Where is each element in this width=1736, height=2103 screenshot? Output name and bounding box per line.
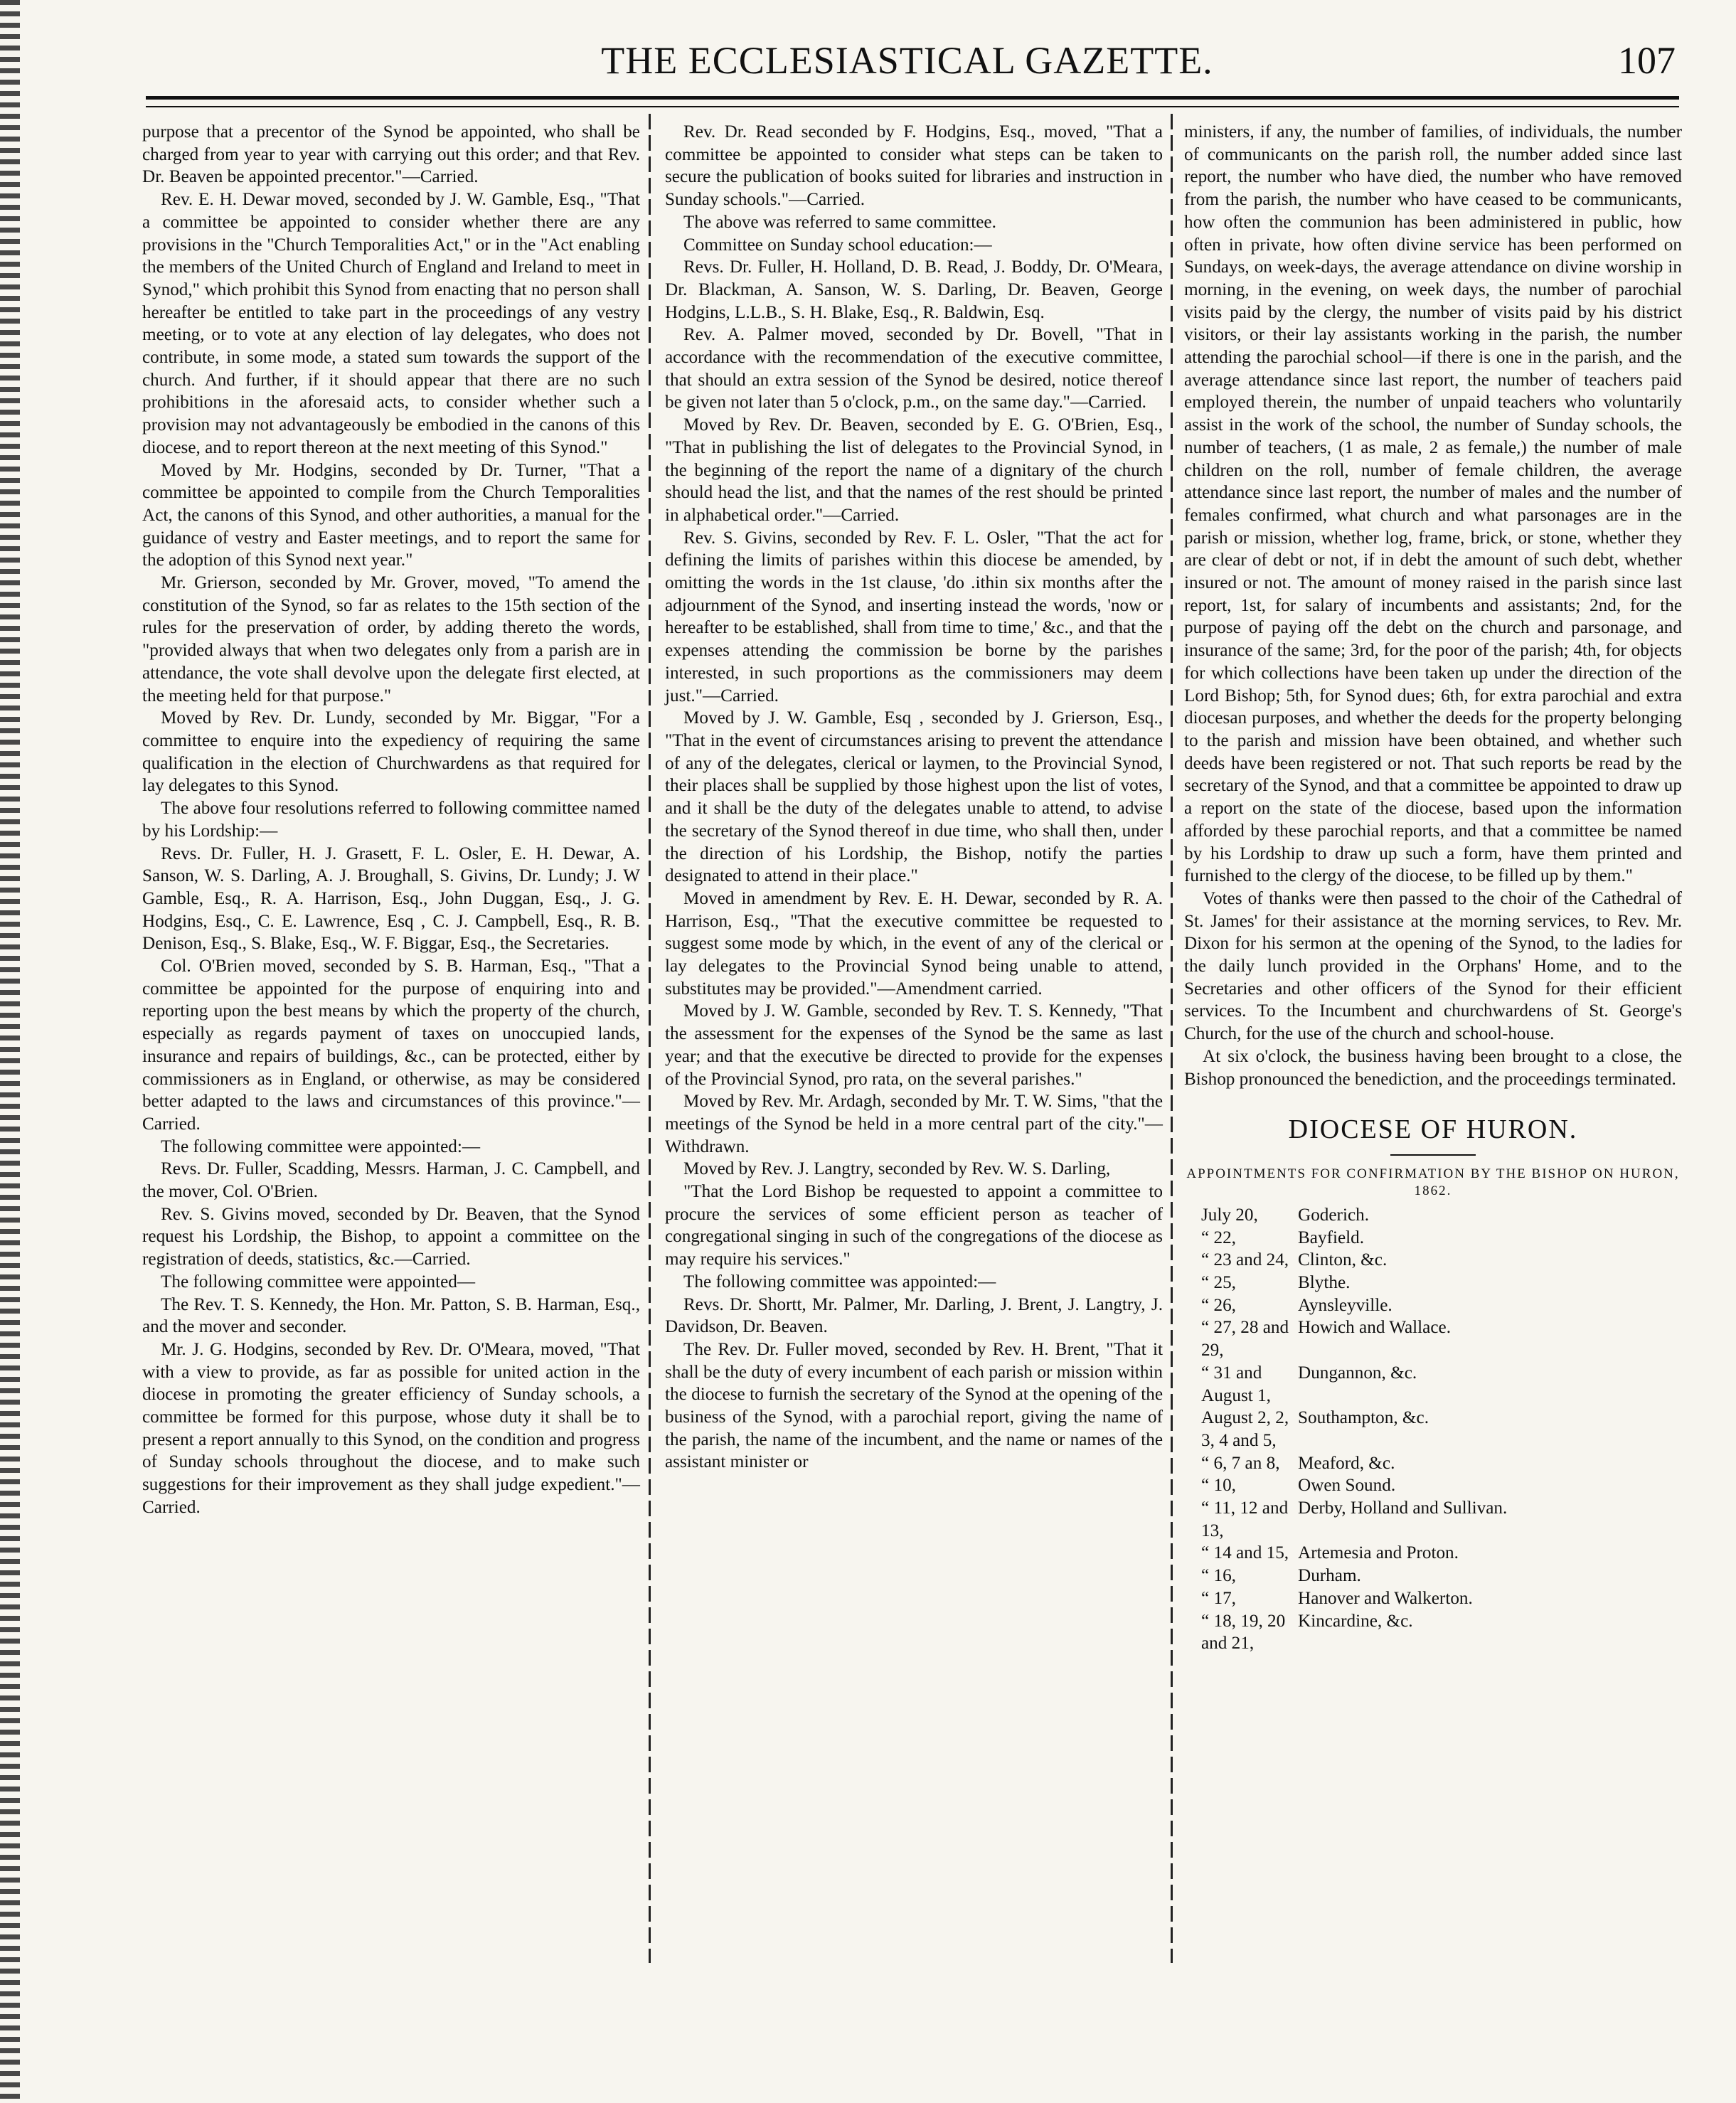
list-item [1184, 1610, 1682, 1655]
column-left [142, 121, 640, 1519]
appointment-place: Goderich. [1298, 1205, 1370, 1225]
appointment-date: “ 27, 28 and 29, [1201, 1318, 1289, 1361]
list-item [1184, 1542, 1682, 1565]
appointment-place: Bayfield. [1298, 1228, 1365, 1247]
paragraph: Moved by Rev. J. Langtry, seconded by Rev. W. S. Darling, [683, 1159, 1111, 1179]
appointment-place: Artemesia and Proton. [1298, 1543, 1459, 1563]
list-item [1184, 1249, 1682, 1272]
list-item [1184, 1565, 1682, 1587]
appointment-date: August 2, 2, 3, 4 and 5, [1201, 1408, 1289, 1450]
paragraph: The following committee were appointed— [161, 1272, 476, 1292]
appointment-date: “ 26, [1201, 1295, 1236, 1315]
appointment-place: Clinton, &c. [1298, 1250, 1388, 1270]
paragraph: Moved by Rev. Dr. Beaven, seconded by E. G. O'Brien, Esq., "That in publishing the list of delegates to the Provincial Synod, in the beginning of the report the name of a dignitary of the church should head the list, and that the names of the rest should be printed in alphabetical order."—Carried. [665, 415, 1163, 525]
column-middle [665, 121, 1163, 1474]
appointment-date: “ 11, 12 and 13, [1201, 1498, 1289, 1540]
paragraph: Mr. J. G. Hodgins, seconded by Rev. Dr. O'Meara, moved, "That with a view to provide, as far as possible for united action in the diocese in promoting the greater efficiency of Sunday schools, a committee be formed for this purpose, whose duty it shall be to present a report annually to this Synod, on the condition and progress of Sunday schools throughout the diocese, and to make such suggestions for their improvement as they shall judge expedient."—Carried. [142, 1339, 640, 1517]
appointment-date: “ 6, 7 an 8, [1201, 1453, 1280, 1473]
list-item [1184, 1272, 1682, 1294]
paragraph: Rev. Dr. Read seconded by F. Hodgins, Esq., moved, "That a committee be appointed to consider what steps can be taken to secure the publication of books suited for libraries and instruction in Sunday schools."—Carried. [665, 122, 1163, 210]
paragraph: Revs. Dr. Fuller, Scadding, Messrs. Harman, J. C. Campbell, and the mover, Col. O'Brien. [142, 1159, 640, 1202]
binding-edge [0, 0, 20, 2103]
paragraph: The above four resolutions referred to following committee named by his Lordship:— [142, 799, 640, 841]
paragraph: The following committee were appointed:— [161, 1136, 481, 1156]
list-item [1184, 1452, 1682, 1475]
appointments-heading: APPOINTMENTS FOR CONFIRMATION BY THE BISHOP ON HURON, 1862. [1186, 1166, 1680, 1198]
paragraph: The following committee was appointed:— [683, 1272, 996, 1292]
appointment-place: Blythe. [1298, 1273, 1351, 1293]
appointment-date: “ 31 and August 1, [1201, 1363, 1271, 1405]
column-right [1184, 121, 1682, 1655]
paragraph: Revs. Dr. Fuller, H. J. Grasett, F. L. Osler, E. H. Dewar, A. Sanson, W. S. Darling, A. J. Broughall, S. Givins, Dr. Lundy; J. W Gamble, Esq., R. A. Harrison, Esq., John Duggan, Esq., J. G. Hodgins, Esq., C. E. Lawrence, Esq , C. J. Campbell, Esq., R. B. Denison, Esq., S. Blake, Esq., W. F. Biggar, Esq., the Secretaries. [142, 843, 640, 954]
appointment-place: Kincardine, &c. [1298, 1611, 1413, 1631]
appointment-date: “ 10, [1201, 1476, 1236, 1496]
paragraph: Moved by J. W. Gamble, seconded by Rev. T. S. Kennedy, "That the assessment for the expenses of the Synod be the same as last year; and that the executive be directed to provide for the expenses of the Provincial Synod, pro rata, on the several parishes." [665, 1001, 1163, 1089]
list-item [1184, 1587, 1682, 1610]
list-item [1184, 1294, 1682, 1317]
paragraph: "That the Lord Bishop be requested to appoint a committee to procure the services of some efficient person as teacher of congregational singing in such of the congregations of the diocese as may require his services." [665, 1182, 1163, 1269]
paragraph: purpose that a precentor of the Synod be appointed, who shall be charged from year to year with carrying out this order; and that Rev. Dr. Beaven be appointed precentor."—Carried. [142, 122, 640, 187]
paragraph: Moved by J. W. Gamble, Esq , seconded by J. Grierson, Esq., "That in the event of circumstances arising to prevent the attendance of any of the delegates, clerical or laymen, to the Provincial Synod, their places shall be supplied by those highest upon the list of votes, and it shall be the duty of the delegates unable to attend, to advise the secretary of the Synod thereof in due time, who shall then, under the direction of his Lordship, the Bishop, notify the parties designated to attend in their place." [665, 708, 1163, 886]
appointment-date: “ 23 and 24, [1201, 1250, 1289, 1270]
paragraph: Votes of thanks were then passed to the choir of the Cathedral of St. James' for their assistance at the morning services, to Rev. Mr. Dixon for his sermon at the opening of the Synod, to the ladies for the daily lunch provided in the Orphans' Home, and to the Secretaries and other officers of the Synod for their efficient services. To the Incumbent and churchwardens of St. George's Church, for the use of the church and school-house. [1184, 888, 1682, 1044]
appointment-date: “ 18, 19, 20 and 21, [1201, 1611, 1286, 1654]
appointments-list [1184, 1204, 1682, 1655]
paragraph: Committee on Sunday school education:— [683, 235, 992, 255]
list-item [1184, 1362, 1682, 1407]
paragraph: The above was referred to same committee. [683, 212, 996, 232]
list-item [1184, 1474, 1682, 1497]
header-rule-thick [146, 96, 1679, 100]
paragraph: Moved by Rev. Dr. Lundy, seconded by Mr. Biggar, "For a committee to enquire into the expediency of requiring the same qualification in the election of Churchwardens as that required for lay delegates to this Synod. [142, 708, 640, 796]
column-divider [649, 114, 651, 1963]
appointment-place: Aynsleyville. [1298, 1295, 1392, 1315]
appointment-place: Dungannon, &c. [1298, 1363, 1417, 1383]
paragraph: Moved in amendment by Rev. E. H. Dewar, seconded by R. A. Harrison, Esq., "That the executive committee be requested to suggest some mode by which, in the event of any of the clerical or lay delegates to the Provincial Synod being unable to attend, substitutes may be provided."—Amendment carried. [665, 888, 1163, 999]
list-item [1184, 1316, 1682, 1361]
paragraph: Col. O'Brien moved, seconded by S. B. Harman, Esq., "That a committee be appointed for the purpose of enquiring into and reporting upon the best means by which the property of the church, especially as regards payment of taxes on unoccupied lands, insurance and repairs of buildings, &c., can be protected, either by commissioners as in England, or otherwise, as may be considered better adapted to the laws and circumstances of this province."—Carried. [142, 957, 640, 1134]
page-title: THE ECCLESIASTICAL GAZETTE. [601, 39, 1213, 82]
paragraph: ministers, if any, the number of families, of individuals, the number of communicants on the parish roll, the number added since last report, the number who have died, the number who have removed from the parish, the number who have ceased to be communicants, how often the communion has been administered in public, how often in private, how often divine service has been performed on Sundays, on week-days, the average attendance on divine worship in morning, in the evening, on week days, the number of parochial visits paid by the clergy, the number of visits paid by his district visitors, or their lay assistants working in the parish, the number attending the parochial school—if there is one in the parish, and the average attendance since last report, the number of teachers paid employed therein, the number of unpaid teachers who voluntarily assist in the work of the school, the number of Sunday schools, the number of teachers, (1 as male, 2 as female,) the number of male children on the roll, number of female children, the average attendance since last report, the number of males and the number of females confirmed, what church and what parsonages are in the parish or mission, whether log, frame, brick, or stone, whether they are clear of debt or not, if in debt the amount of such debt, whether insured or not. The amount of money raised in the parish since last report, 1st, for salary of incumbents and assistants; 2nd, for the purpose of paying off the debt on the church and parsonage, and insurance of the same; 3rd, for the poor of the parish; 4th, for objects for which collections have been taken up under the direction of the Lord Bishop; 5th, for Synod dues; 6th, for extra parochial and extra diocesan purposes, and whether the deeds for the property belonging to the parish and mission have been obtained, and whether such deeds have been registered or not. That such reports be read by the secretary of the Synod, and that a committee be appointed to draw up a report on the state of the diocese, based upon the information afforded by these parochial reports, and that a committee be named by his Lordship to draw up such a form, have them printed and furnished to the clergy of the diocese, to be filled up by them." [1184, 122, 1682, 886]
column-divider [1171, 114, 1173, 1963]
paragraph: Rev. A. Palmer moved, seconded by Dr. Bovell, "That in accordance with the recommendation of the executive committee, that should an extra session of the Synod be desired, notice thereof be given not later than 5 o'clock, p.m., on the same day."—Carried. [665, 325, 1163, 412]
list-item [1184, 1407, 1682, 1452]
appointment-place: Howich and Wallace. [1298, 1318, 1452, 1338]
appointment-date: “ 25, [1201, 1273, 1236, 1293]
paragraph: Rev. S. Givins moved, seconded by Dr. Beaven, that the Synod request his Lordship, the Bishop, to appoint a committee on the registration of deeds, statistics, &c.—Carried. [142, 1204, 640, 1269]
paragraph: At six o'clock, the business having been brought to a close, the Bishop pronounced the benediction, and the proceedings terminated. [1184, 1046, 1682, 1089]
appointment-place: Durham. [1298, 1566, 1361, 1586]
appointment-place: Hanover and Walkerton. [1298, 1588, 1473, 1608]
appointment-place: Southampton, &c. [1298, 1408, 1429, 1428]
page-number: 107 [1618, 39, 1676, 82]
paragraph: The Rev. Dr. Fuller moved, seconded by Rev. H. Brent, "That it shall be the duty of every incumbent of each parish or mission within the diocese to furnish the secretary of the Synod at the opening of the business of the Synod, with a parochial report, giving the name of the parish, the name of the incumbent, and the name or names of the assistant minister or [665, 1339, 1163, 1472]
paragraph: Mr. Grierson, seconded by Mr. Grover, moved, "To amend the constitution of the Synod, so far as relates to the 15th section of the rules for the preservation of order, by adding thereto the words, "provided always that when two delegates only from a parish are in attendance, the vote shall devolve upon the delegate first elected, at the meeting held for that purpose." [142, 573, 640, 706]
list-item [1184, 1227, 1682, 1250]
paragraph: Revs. Dr. Shortt, Mr. Palmer, Mr. Darling, J. Brent, J. Langtry, J. Davidson, Dr. Beaven. [665, 1294, 1163, 1337]
section-rule [1390, 1154, 1476, 1156]
paragraph: Moved by Mr. Hodgins, seconded by Dr. Turner, "That a committee be appointed to compile from the Church Temporalities Act, the canons of this Synod, and other authorities, a manual for the guidance of vestry and Easter meetings, and to report the same for the adoption of this Synod next year." [142, 460, 640, 570]
appointment-place: Owen Sound. [1298, 1476, 1396, 1496]
paragraph: Moved by Rev. Mr. Ardagh, seconded by Mr. T. W. Sims, "that the meetings of the Synod be held in a more central part of the city."—Withdrawn. [665, 1092, 1163, 1156]
paragraph: Rev. E. H. Dewar moved, seconded by J. W. Gamble, Esq., "That a committee be appointed to consider whether there are any provisions in the "Church Temporalities Act," or in the "Act enabling the members of the United Church of England and Ireland to meet in Synod," which prohibit this Synod from enacting that no person shall hereafter be entitled to take part in the proceedings of any vestry meeting, or to vote at any election of lay delegates, who does not contribute, in some mode, a stated sum towards the support of the church. And further, if it should appear that there are no such prohibitions in the aforesaid acts, to consider whether such a provision may not advantageously be embodied in the canons of this diocese, and to report thereon at the next meeting of this Synod." [142, 190, 640, 457]
appointment-date: “ 16, [1201, 1566, 1236, 1586]
appointment-date: “ 17, [1201, 1588, 1236, 1608]
appointment-date: “ 14 and 15, [1201, 1543, 1289, 1563]
paragraph: Rev. S. Givins, seconded by Rev. F. L. Osler, "That the act for defining the limits of parishes within this diocese be amended, by omitting the words in the 1st clause, 'do .ithin six months after the adjournment of the Synod, and inserting instead the words, 'now or hereafter to be established, shall from time to time,' &c., and that the expenses attending the commission be borne by the parishes interested, in such proportions as the commissioners may deem just."—Carried. [665, 528, 1163, 706]
list-item [1184, 1204, 1682, 1227]
appointment-date: July 20, [1201, 1205, 1258, 1225]
header-rule-thin [146, 106, 1679, 107]
list-item [1184, 1497, 1682, 1542]
appointment-date: “ 22, [1201, 1228, 1236, 1247]
appointment-place: Meaford, &c. [1298, 1453, 1395, 1473]
paragraph: Revs. Dr. Fuller, H. Holland, D. B. Read, J. Boddy, Dr. O'Meara, Dr. Blackman, A. Sanson, W. S. Darling, Dr. Beaven, George Hodgins, L.L.B., S. H. Blake, Esq., R. Baldwin, Esq. [665, 257, 1163, 322]
section-heading: DIOCESE OF HURON. [1288, 1114, 1578, 1145]
paragraph: The Rev. T. S. Kennedy, the Hon. Mr. Patton, S. B. Harman, Esq., and the mover and seconder. [142, 1294, 640, 1337]
page-header [139, 37, 1676, 92]
appointment-place: Derby, Holland and Sullivan. [1298, 1498, 1508, 1518]
